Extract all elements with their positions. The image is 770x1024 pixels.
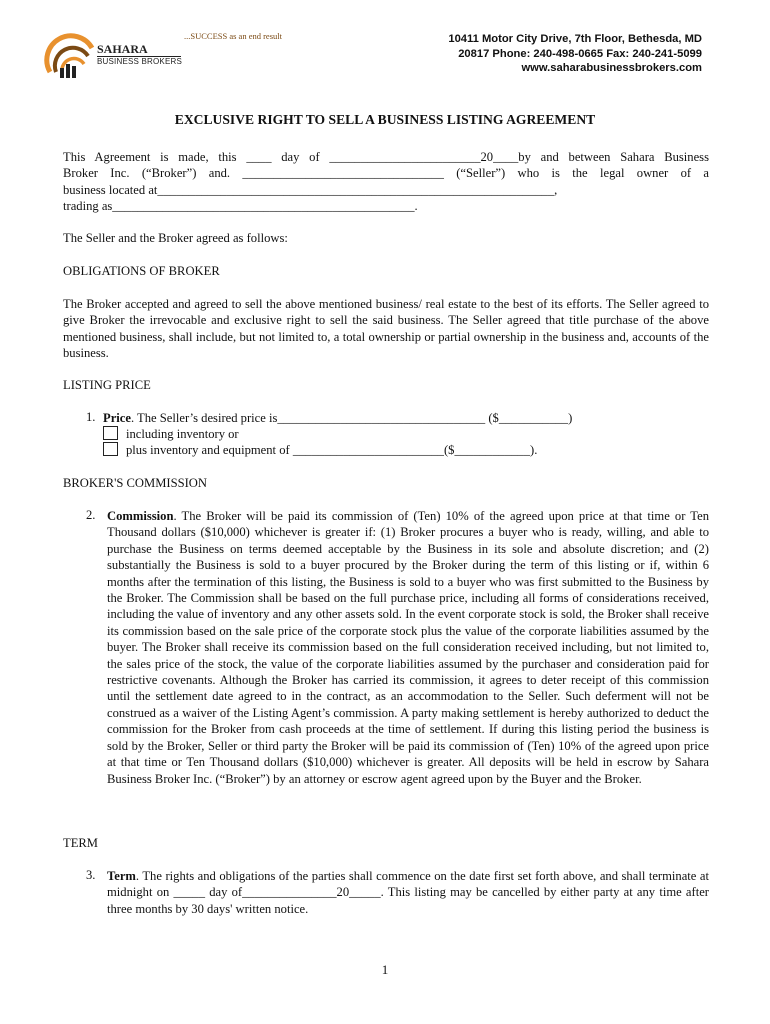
price-text: . The Seller’s desired price is_________________________________ ($___________)	[130, 411, 573, 425]
commission-item-number: 2.	[86, 508, 96, 522]
commission-label: Commission	[107, 509, 174, 523]
term-item-number: 3.	[86, 868, 96, 882]
website-link[interactable]: www.saharabusinessbrokers.com	[521, 62, 702, 75]
document-title: EXCLUSIVE RIGHT TO SELL A BUSINESS LISTING AGREEMENT	[174, 112, 596, 127]
company-logo	[44, 28, 100, 84]
intro-line-2: Broker Inc. (“Broker”) and. ________________________________ (“Seller”) who is the legal owner of a	[63, 166, 709, 181]
price-item-number: 1.	[86, 410, 96, 424]
option-2-label: plus inventory and equipment of ________________________($____________).	[126, 443, 538, 457]
price-item	[103, 410, 572, 426]
address-line-2: 20817 Phone: 240-498-0665 Fax: 240-241-5099	[458, 47, 702, 60]
intro-paragraph	[63, 149, 709, 215]
intro-line-4: trading as________________________________________________.	[63, 199, 418, 214]
intro-line-3: business located at_______________________________________________________________,	[63, 182, 558, 197]
sahara-sun-logo-icon	[44, 28, 100, 84]
intro-line-1: This Agreement is made, this ____ day of ________________________20____by and between Sahara Business	[63, 150, 709, 164]
commission-text: . The Broker will be paid its commission of (Ten) 10% of the agreed upon price at that time or Ten Thousand dollars ($10,000) whichever is greater if: (1) Broker procures a buyer who is ready, willing, and able to purchase the Business on terms deemed acceptable by the Business in its sole and absolute discretion; and (2) substantially the Business is sold to a buyer procured by the Broker during the term of this listing or if, within 6 months after the termination of this listing, the Business is sold to a buyer who was first submitted to the Business by the Broker. The Commission shall be based on the full purchase price, including all forms of considerations received, including the value of inventory and any other assets sold. In the event corporate stock is sold, the Broker shall receive its commission based on the sale price of the corporate stock plus the value of the corporate liabilities assumed by the buyer. The Broker shall receive its commission based on the full consideration received including, but not limited to, the sales price of the stock, the value of the corporate liabilities assumed by the purchaser and consideration paid for restrictive covenants. Although the Broker has carried its commission, it agrees to deter receipt of this commission until the settlement date agreed to in the contract, as an accommodation to the Seller. Such deferment will not be construed as a waiver of the Listing Agent’s commission. A party making settlement is hereby authorized to deduct the commission for the Broker from cash proceeds at the time of settlement. If during this listing period the business is sold by the Broker, Seller or third party the Broker will be paid its commission of (Ten) 10% of the agreed upon price at that time or Ten Thousand dollars ($10,000) whichever is greater. All deposits will be held in escrow by Sahara Business Broker Inc. (“Broker”) by an attorney or escrow agent agreed upon by the Buyer and the Broker.	[107, 509, 709, 786]
company-address	[448, 32, 702, 76]
option-plus-inventory	[103, 442, 537, 458]
plus-inventory-checkbox[interactable]	[103, 442, 118, 456]
option-1-label: including inventory or	[126, 427, 239, 441]
logo-tagline: ...SUCCESS as an end result	[184, 31, 282, 41]
logo-name: SAHARA	[97, 42, 148, 56]
term-label: Term	[107, 869, 136, 883]
option-including-inventory	[103, 426, 239, 442]
commission-heading: BROKER'S COMMISSION	[63, 476, 207, 490]
logo-subname: BUSINESS BROKERS	[97, 57, 183, 66]
term-item	[107, 868, 709, 917]
address-line-1: 10411 Motor City Drive, 7th Floor, Bethesda, MD	[448, 33, 702, 45]
agreed-statement: The Seller and the Broker agreed as follows:	[63, 231, 288, 245]
obligations-heading: OBLIGATIONS OF BROKER	[63, 264, 220, 278]
price-label: Price	[103, 411, 131, 425]
obligations-text: The Broker accepted and agreed to sell the above mentioned business/ real estate to the best of its efforts. The Seller agreed to give Broker the irrevocable and exclusive right to sell the said business. The Seller agreed that title purchase of the above mentioned business, shall include, but not limited to, a total ownership or partial ownership in the business and, accounts of the business.	[63, 297, 709, 361]
term-text: . The rights and obligations of the parties shall commence on the date first set forth above, and shall terminate at midnight on _____ day of_______________20_____. This listing may be cancelled by either party at any time after three months by 30 days' written notice.	[107, 869, 709, 916]
commission-item	[107, 508, 709, 787]
page-number: 1	[381, 962, 389, 977]
term-heading: TERM	[63, 836, 98, 850]
listing-price-heading: LISTING PRICE	[63, 378, 151, 392]
including-inventory-checkbox[interactable]	[103, 426, 118, 440]
